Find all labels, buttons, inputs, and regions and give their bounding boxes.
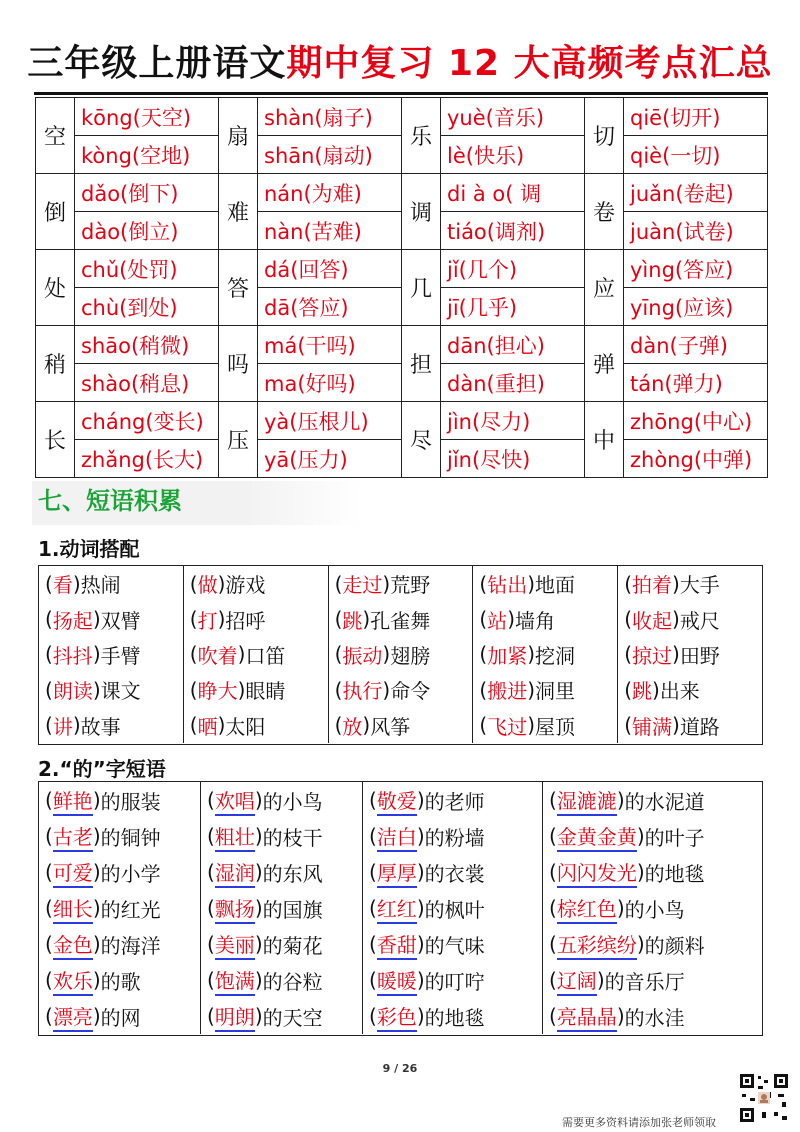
polyphone-reading: shàn(扇子) xyxy=(258,98,402,136)
answer-word: 看 xyxy=(52,573,73,598)
phrase-row xyxy=(39,566,762,601)
phrase-cell: ( 明朗 ) 的天空 xyxy=(201,998,363,1034)
polyphone-reading: dān(担心) xyxy=(441,326,585,364)
answer-word: 吹着 xyxy=(197,643,238,668)
phrase-text: 手臂 xyxy=(100,643,141,668)
answer-word: 站 xyxy=(487,608,508,633)
polyphone-reading: nán(为难) xyxy=(258,174,402,212)
phrase-text: 的小鸟 xyxy=(262,789,323,814)
phrase-cell: ( 执行 ) 命令 xyxy=(329,672,474,707)
phrase-text: 的服装 xyxy=(100,789,161,814)
answer-word: 细长 xyxy=(53,893,93,924)
polyphone-reading: shān(扇动) xyxy=(258,136,402,174)
phrase-text: 招呼 xyxy=(225,608,266,633)
phrase-cell: ( 走过 ) 荒野 xyxy=(329,566,474,601)
polyphone-character: 稍 xyxy=(36,326,75,402)
phrase-text: 的衣裳 xyxy=(424,861,485,886)
phrase-text: 的叮咛 xyxy=(424,969,485,994)
answer-word: 湿漉漉 xyxy=(557,785,617,816)
polyphone-row xyxy=(36,326,768,364)
answer-word: 睁大 xyxy=(197,679,238,704)
answer-word: 美丽 xyxy=(215,929,255,960)
answer-word: 做 xyxy=(197,573,218,598)
phrase-text: 的音乐厅 xyxy=(604,969,685,994)
polyphone-reading: dá(回答) xyxy=(258,250,402,288)
phrase-text: 的国旗 xyxy=(262,897,323,922)
phrase-text: 大手 xyxy=(679,573,720,598)
phrase-text: 荒野 xyxy=(390,573,431,598)
polyphone-reading: dàn(子弹) xyxy=(624,326,768,364)
phrase-row xyxy=(39,818,762,854)
phrase-cell: ( 掠过 ) 田野 xyxy=(618,637,762,672)
answer-word: 扬起 xyxy=(52,608,93,633)
phrase-cell: ( 跳 ) 孔雀舞 xyxy=(329,601,474,636)
phrase-text: 的海洋 xyxy=(100,933,161,958)
answer-word: 跳 xyxy=(632,679,652,704)
phrase-text: 孔雀舞 xyxy=(370,608,431,633)
phrase-row xyxy=(39,890,762,926)
polyphone-character: 中 xyxy=(585,402,624,478)
polyphone-reading: nàn(苦难) xyxy=(258,212,402,250)
polyphone-character: 扇 xyxy=(219,98,258,174)
answer-word: 亮晶晶 xyxy=(557,1001,617,1032)
answer-word: 暖暖 xyxy=(377,965,417,996)
phrase-text: 风筝 xyxy=(370,714,411,739)
phrase-cell: ( 欢乐 ) 的歌 xyxy=(39,962,201,998)
phrase-cell: ( 振动 ) 翅膀 xyxy=(329,637,474,672)
polyphone-reading: shāo(稍微) xyxy=(75,326,219,364)
polyphone-reading: yīng(应该) xyxy=(624,288,768,326)
phrase-cell: ( 抖抖 ) 手臂 xyxy=(39,637,184,672)
answer-word: 敬爱 xyxy=(377,785,417,816)
polyphone-reading: má(干吗) xyxy=(258,326,402,364)
answer-word: 放 xyxy=(342,714,363,739)
polyphone-reading: chǔ(处罚) xyxy=(75,250,219,288)
phrase-cell: ( 晒 ) 太阳 xyxy=(184,708,329,743)
phrase-text: 道路 xyxy=(679,714,720,739)
phrase-cell: ( 棕红色 ) 的小鸟 xyxy=(543,890,762,926)
polyphone-reading: jìn(尽力) xyxy=(441,402,585,440)
phrase-cell: ( 湿漉漉 ) 的水泥道 xyxy=(543,782,762,818)
phrase-cell: ( 扬起 ) 双臂 xyxy=(39,601,184,636)
title-underline xyxy=(34,92,768,95)
polyphone-reading: lè(快乐) xyxy=(441,136,585,174)
polyphone-reading: tiáo(调剂) xyxy=(441,212,585,250)
polyphone-character: 尽 xyxy=(402,402,441,478)
phrase-row xyxy=(39,962,762,998)
polyphone-reading: jī(几乎) xyxy=(441,288,585,326)
polyphone-reading: juàn(试卷) xyxy=(624,212,768,250)
phrase-text: 的叶子 xyxy=(644,825,705,850)
answer-word: 收起 xyxy=(632,608,672,633)
answer-word: 晒 xyxy=(197,714,218,739)
answer-word: 厚厚 xyxy=(377,857,417,888)
phrase-text: 太阳 xyxy=(225,714,266,739)
polyphone-reading: tán(弹力) xyxy=(624,364,768,402)
phrase-cell: ( 美丽 ) 的菊花 xyxy=(201,926,363,962)
phrase-text: 的小鸟 xyxy=(624,897,685,922)
phrase-cell: ( 彩色 ) 的地毯 xyxy=(363,998,543,1034)
polyphone-character: 答 xyxy=(219,250,258,326)
phrase-row xyxy=(39,854,762,890)
answer-word: 掠过 xyxy=(632,643,672,668)
phrase-cell: ( 吹着 ) 口笛 xyxy=(184,637,329,672)
phrase-cell: ( 可爱 ) 的小学 xyxy=(39,854,201,890)
polyphone-reading: yuè(音乐) xyxy=(441,98,585,136)
polyphone-character: 弹 xyxy=(585,326,624,402)
phrase-text: 眼睛 xyxy=(245,679,286,704)
de-phrase-grid xyxy=(38,781,763,1036)
polyphone-character: 卷 xyxy=(585,174,624,250)
phrase-cell: ( 饱满 ) 的谷粒 xyxy=(201,962,363,998)
answer-word: 洁白 xyxy=(377,821,417,852)
answer-word: 红红 xyxy=(377,893,417,924)
polyphone-character: 切 xyxy=(585,98,624,174)
phrase-text: 墙角 xyxy=(515,608,556,633)
phrase-text: 的地毯 xyxy=(644,861,705,886)
phrase-cell: ( 洁白 ) 的粉墙 xyxy=(363,818,543,854)
phrase-text: 的水洼 xyxy=(624,1005,685,1030)
phrase-text: 的谷粒 xyxy=(262,969,323,994)
polyphone-character: 吗 xyxy=(219,326,258,402)
phrase-cell: ( 飞过 ) 屋顶 xyxy=(473,708,618,743)
answer-word: 欢乐 xyxy=(53,965,93,996)
polyphone-reading: zhòng(中弹) xyxy=(624,440,768,478)
answer-word: 香甜 xyxy=(377,929,417,960)
phrase-text: 的老师 xyxy=(424,789,485,814)
title-part-black: 三年级上册语文 xyxy=(27,43,287,84)
polyphone-row xyxy=(36,250,768,288)
phrase-text: 的小学 xyxy=(100,861,161,886)
polyphone-character: 调 xyxy=(402,174,441,250)
phrase-cell: ( 漂亮 ) 的网 xyxy=(39,998,201,1034)
phrase-cell: ( 古老 ) 的铜钟 xyxy=(39,818,201,854)
phrase-text: 的天空 xyxy=(262,1005,323,1030)
phrase-row xyxy=(39,637,762,672)
polyphone-reading: zhōng(中心) xyxy=(624,402,768,440)
answer-word: 执行 xyxy=(342,679,383,704)
phrase-cell: ( 钻出 ) 地面 xyxy=(473,566,618,601)
answer-word: 铺满 xyxy=(632,714,672,739)
polyphone-reading: zhǎng(长大) xyxy=(75,440,219,478)
answer-word: 鲜艳 xyxy=(53,785,93,816)
phrase-cell: ( 朗读 ) 课文 xyxy=(39,672,184,707)
answer-word: 五彩缤纷 xyxy=(557,929,637,960)
phrase-cell: ( 香甜 ) 的气味 xyxy=(363,926,543,962)
polyphone-character: 处 xyxy=(36,250,75,326)
phrase-cell: ( 看 ) 热闹 xyxy=(39,566,184,601)
answer-word: 金黄金黄 xyxy=(557,821,637,852)
phrase-text: 田野 xyxy=(679,643,720,668)
answer-word: 飘扬 xyxy=(215,893,255,924)
phrase-cell: ( 厚厚 ) 的衣裳 xyxy=(363,854,543,890)
phrase-text: 双臂 xyxy=(100,608,141,633)
phrase-text: 翅膀 xyxy=(390,643,431,668)
phrase-cell: ( 五彩缤纷 ) 的颜料 xyxy=(543,926,762,962)
phrase-text: 的气味 xyxy=(424,933,485,958)
phrase-text: 的地毯 xyxy=(424,1005,485,1030)
phrase-row xyxy=(39,782,762,818)
phrase-cell: ( 闪闪发光 ) 的地毯 xyxy=(543,854,762,890)
phrase-text: 的枫叶 xyxy=(424,897,485,922)
answer-word: 辽阔 xyxy=(557,965,597,996)
answer-word: 抖抖 xyxy=(52,643,93,668)
phrase-text: 的颜料 xyxy=(644,933,705,958)
phrase-row xyxy=(39,926,762,962)
phrase-cell: ( 拍着 ) 大手 xyxy=(618,566,762,601)
phrase-text: 热闹 xyxy=(80,573,121,598)
polyphone-character: 长 xyxy=(36,402,75,478)
phrase-cell: ( 站 ) 墙角 xyxy=(473,601,618,636)
polyphone-character: 应 xyxy=(585,250,624,326)
polyphone-reading: yìng(答应) xyxy=(624,250,768,288)
verb-collocation-grid xyxy=(38,565,763,745)
phrase-cell: ( 敬爱 ) 的老师 xyxy=(363,782,543,818)
phrase-cell: ( 欢唱 ) 的小鸟 xyxy=(201,782,363,818)
phrase-text: 的粉墙 xyxy=(424,825,485,850)
polyphone-reading: dā(答应) xyxy=(258,288,402,326)
polyphone-character: 担 xyxy=(402,326,441,402)
polyphone-reading: yà(压根儿) xyxy=(258,402,402,440)
answer-word: 振动 xyxy=(342,643,383,668)
phrase-row xyxy=(39,998,762,1034)
phrase-text: 游戏 xyxy=(225,573,266,598)
phrase-cell: ( 粗壮 ) 的枝干 xyxy=(201,818,363,854)
answer-word: 跳 xyxy=(342,608,363,633)
phrase-text: 的水泥道 xyxy=(624,789,705,814)
answer-word: 走过 xyxy=(342,573,383,598)
polyphone-reading: shào(稍息) xyxy=(75,364,219,402)
phrase-cell: ( 金色 ) 的海洋 xyxy=(39,926,201,962)
phrase-cell: ( 睁大 ) 眼睛 xyxy=(184,672,329,707)
verb-collocation-heading: 1.动词搭配 xyxy=(38,537,140,561)
answer-word: 棕红色 xyxy=(557,893,617,924)
polyphone-character: 乐 xyxy=(402,98,441,174)
answer-word: 打 xyxy=(197,608,218,633)
answer-word: 加紧 xyxy=(487,643,528,668)
answer-word: 闪闪发光 xyxy=(557,857,637,888)
polyphone-reading: dàn(重担) xyxy=(441,364,585,402)
phrase-cell: ( 鲜艳 ) 的服装 xyxy=(39,782,201,818)
phrase-text: 的红光 xyxy=(100,897,161,922)
phrase-text: 挖洞 xyxy=(535,643,576,668)
answer-word: 搬进 xyxy=(487,679,528,704)
phrase-cell: ( 讲 ) 故事 xyxy=(39,708,184,743)
answer-word: 古老 xyxy=(53,821,93,852)
answer-word: 讲 xyxy=(52,714,73,739)
polyphone-reading: qiè(一切) xyxy=(624,136,768,174)
polyphone-character: 压 xyxy=(219,402,258,478)
phrase-cell: ( 打 ) 招呼 xyxy=(184,601,329,636)
phrase-cell: ( 金黄金黄 ) 的叶子 xyxy=(543,818,762,854)
answer-word: 明朗 xyxy=(215,1001,255,1032)
phrase-text: 地面 xyxy=(535,573,576,598)
polyphone-reading: jǐ(几个) xyxy=(441,250,585,288)
qr-code-icon xyxy=(738,1072,790,1124)
polyphone-reading: jǐn(尽快) xyxy=(441,440,585,478)
polyphone-row xyxy=(36,174,768,212)
answer-word: 拍着 xyxy=(632,573,672,598)
answer-word: 飞过 xyxy=(487,714,528,739)
polyphone-character: 难 xyxy=(219,174,258,250)
polyphone-character: 空 xyxy=(36,98,75,174)
polyphone-reading: qiē(切开) xyxy=(624,98,768,136)
phrase-text: 戒尺 xyxy=(679,608,720,633)
phrase-text: 的菊花 xyxy=(262,933,323,958)
phrase-cell: ( 铺满 ) 道路 xyxy=(618,708,762,743)
phrase-text: 的网 xyxy=(100,1005,141,1030)
answer-word: 金色 xyxy=(53,929,93,960)
phrase-cell: ( 暖暖 ) 的叮咛 xyxy=(363,962,543,998)
phrase-text: 屋顶 xyxy=(535,714,576,739)
phrase-cell: ( 做 ) 游戏 xyxy=(184,566,329,601)
phrase-cell: ( 亮晶晶 ) 的水洼 xyxy=(543,998,762,1034)
phrase-text: 口笛 xyxy=(245,643,286,668)
polyphone-reading: dǎo(倒下) xyxy=(75,174,219,212)
answer-word: 漂亮 xyxy=(53,1001,93,1032)
answer-word: 彩色 xyxy=(377,1001,417,1032)
polyphone-reading: kōng(天空) xyxy=(75,98,219,136)
phrase-cell: ( 搬进 ) 洞里 xyxy=(473,672,618,707)
polyphone-reading: di à o( 调 xyxy=(441,174,585,212)
polyphone-character: 几 xyxy=(402,250,441,326)
page-number: 9 / 26 xyxy=(382,1062,418,1075)
phrase-cell: ( 细长 ) 的红光 xyxy=(39,890,201,926)
polyphone-reading: juǎn(卷起) xyxy=(624,174,768,212)
phrase-text: 故事 xyxy=(80,714,121,739)
phrase-text: 命令 xyxy=(390,679,431,704)
section-heading: 七、短语积累 xyxy=(32,481,362,525)
polyphone-character: 倒 xyxy=(36,174,75,250)
phrase-row xyxy=(39,601,762,636)
phrase-cell: ( 放 ) 风筝 xyxy=(329,708,474,743)
answer-word: 湿润 xyxy=(215,857,255,888)
polyphone-reading: kòng(空地) xyxy=(75,136,219,174)
polyphone-table xyxy=(35,97,768,478)
answer-word: 饱满 xyxy=(215,965,255,996)
phrase-text: 课文 xyxy=(100,679,141,704)
answer-word: 可爱 xyxy=(53,857,93,888)
phrase-text: 的东风 xyxy=(262,861,323,886)
footer-note: 需要更多资料请添加张老师领取 xyxy=(562,1116,716,1129)
phrase-text: 的铜钟 xyxy=(100,825,161,850)
polyphone-row xyxy=(36,98,768,136)
de-phrase-heading: 2.“的”字短语 xyxy=(38,757,166,781)
phrase-text: 出来 xyxy=(659,679,700,704)
answer-word: 钻出 xyxy=(487,573,528,598)
page-title xyxy=(0,38,800,90)
answer-word: 朗读 xyxy=(52,679,93,704)
phrase-text: 洞里 xyxy=(535,679,576,704)
polyphone-reading: chù(到处) xyxy=(75,288,219,326)
phrase-text: 的枝干 xyxy=(262,825,323,850)
polyphone-row xyxy=(36,402,768,440)
phrase-cell: ( 飘扬 ) 的国旗 xyxy=(201,890,363,926)
phrase-cell: ( 湿润 ) 的东风 xyxy=(201,854,363,890)
phrase-cell: ( 辽阔 ) 的音乐厅 xyxy=(543,962,762,998)
phrase-row xyxy=(39,708,762,743)
phrase-cell: ( 收起 ) 戒尺 xyxy=(618,601,762,636)
polyphone-reading: dào(倒立) xyxy=(75,212,219,250)
title-part-red: 期中复习 12 大高频考点汇总 xyxy=(286,43,773,84)
phrase-text: 的歌 xyxy=(100,969,141,994)
polyphone-reading: cháng(变长) xyxy=(75,402,219,440)
polyphone-reading: ma(好吗) xyxy=(258,364,402,402)
answer-word: 欢唱 xyxy=(215,785,255,816)
phrase-cell: ( 跳 ) 出来 xyxy=(618,672,762,707)
phrase-row xyxy=(39,672,762,707)
answer-word: 粗壮 xyxy=(215,821,255,852)
phrase-cell: ( 红红 ) 的枫叶 xyxy=(363,890,543,926)
polyphone-reading: yā(压力) xyxy=(258,440,402,478)
phrase-cell: ( 加紧 ) 挖洞 xyxy=(473,637,618,672)
